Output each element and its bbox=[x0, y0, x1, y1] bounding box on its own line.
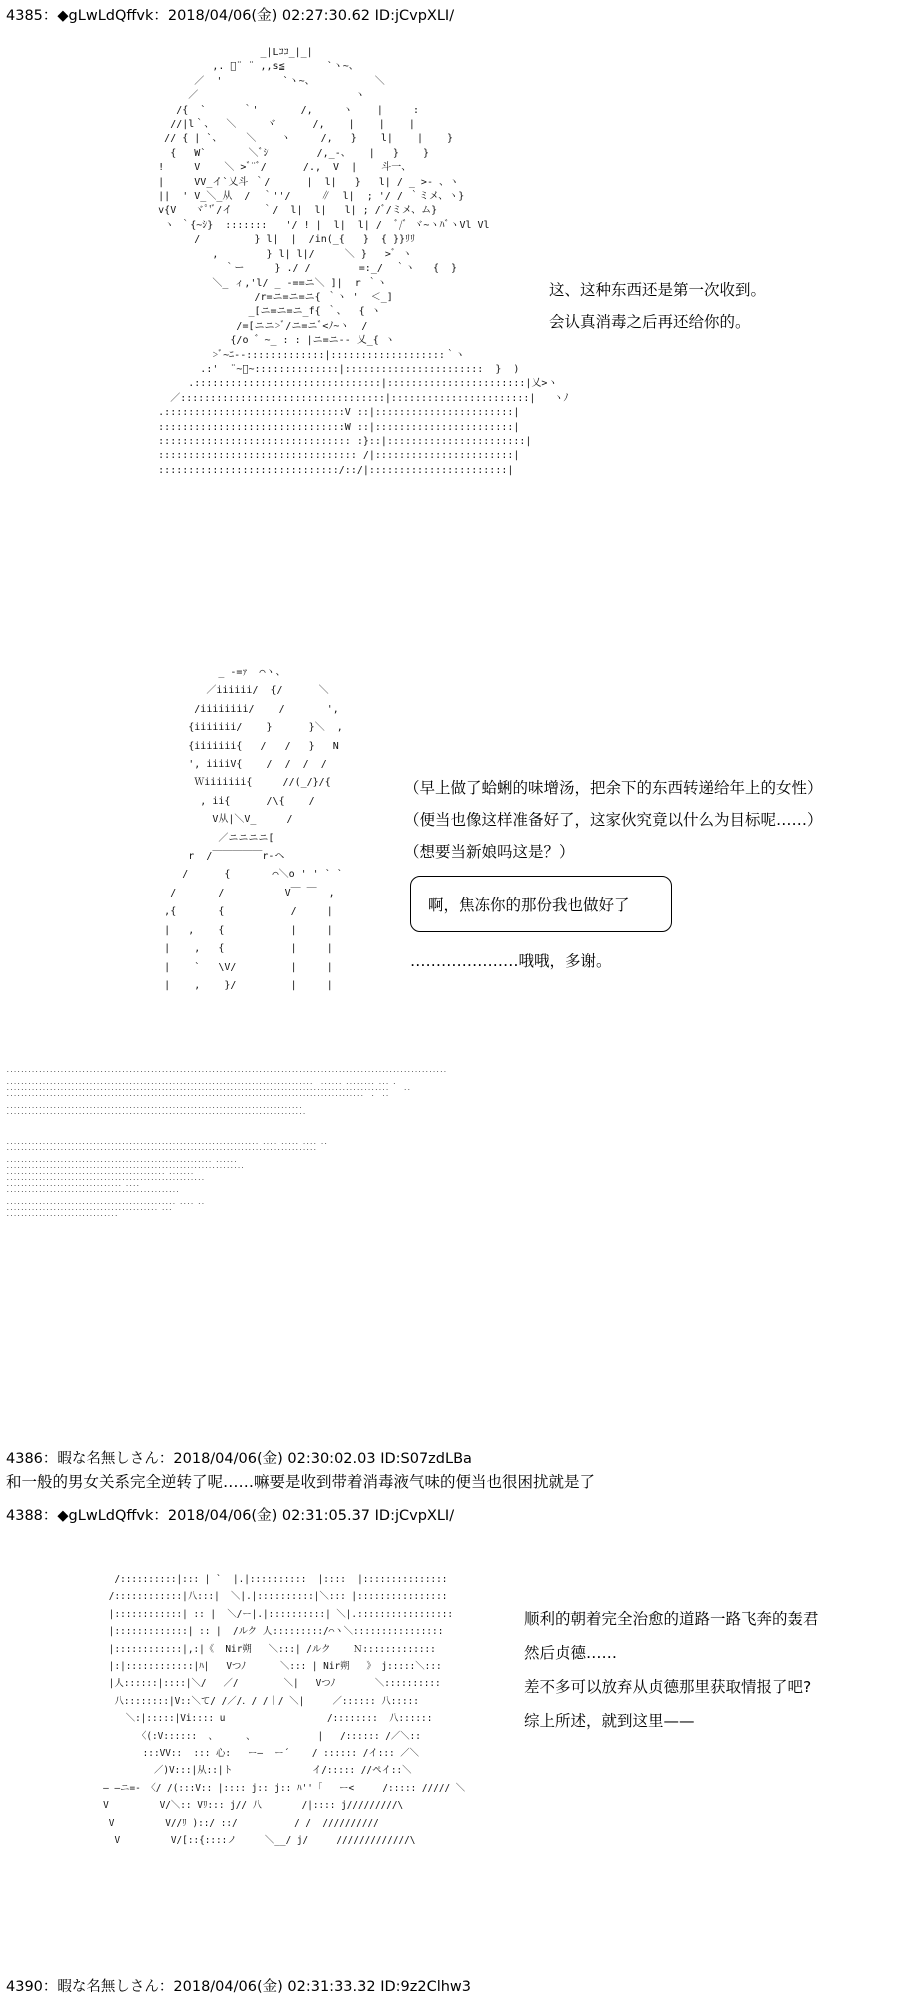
narration-line: 然后贞德…… bbox=[524, 1644, 618, 1662]
post-header-4390: 4390：暇な名無しさん：2018/04/06(金) 02:31:33.32 ID:9z2Clhw3 bbox=[6, 1979, 472, 1995]
narration-line: 差不多可以放弃从贞德那里获取情报了吧? bbox=[524, 1678, 812, 1696]
boy-ascii-art: _ -=ｧ ⌒ヽ、 ／iiiiii/ {/ ＼ /iiiiiiii/ / ', {iiiiiii/ } }＼ , {iiiiiii{ / / } N ', iiiiV{ / / / / Ｗiiiiiii{ //(_/}/{ , ii{ /\{ / V从|＼V_ / ／ニニニニ[ r /￣￣￣￣￣r‐ヘ / { ⌒＼o ' ' ` ` / / V￣ ￣ , ,{ { / | | , { | | | , { | | | ` \V/ | | | , }/ | | bbox=[164, 667, 343, 991]
dotted-art-block: .......................................................................................................................... ..................................................................................... ...... ........ ... . .......................................................................................................... .. ................................................................................................... . .. .................................................................................. ................................................................................... ...................................................................... .... ..... .... .. ...................................................................................... ......................................................... ...... .................................................................. ............................................ ....... ....................................................... ................................ .... ................................................ ............................................... .... .. .......................................... ... ............................... bbox=[6, 1067, 447, 1218]
reply-comment: 和一般的男女关系完全逆转了呢……嘛要是收到带着消毒液气味的便当也很困扰就是了 bbox=[6, 1473, 596, 1491]
post-header-4385: 4385：◆gLwLdQffvk：2018/04/06(金) 02:27:30.62 ID:jCvpXLI/ bbox=[6, 8, 455, 24]
reply-line: …………………哦哦，多谢。 bbox=[410, 952, 612, 970]
girl-ascii-art: _|Lｺｺ_|_| ,. ﾟ¨ ¨ ,,s≦ `ヽ~、 ／ ' `ヽ~、 ＼ ／ ヽ /{ ` ｀' /, ヽ | : //|l｀、 ＼ ヾ /, | | | // { | `、 ＼ ヽ /, } l| | } { W` ＼ﾞｼ /,_-、 | } } ! V ＼ >ﾞ¨ﾞ/ /., V | 斗一、 | VV_イ`乂斗 ｀/ | l| } l| / _ >- 、ヽ || ' V_＼_从 / ｀''/ ∥ l| ; '/ / ｀ミメ、ヽ} v{V ヾﾟ'ﾞ/イ ｀/ l| l| l| ; /ﾞ/ミメ、ム} ヽ ｀{~ｼ} ::::::: '/ ! | l| l| / ﾞ/ﾞ ヾ~ヽﾊﾞヽVl Vl / } l| | /in(_{ } { }}ﾘﾘ , } l| l|/ ＼ } >ﾞ ヽ ｀ー } ./ / =:_/ ｀ヽ { } ＼_ ィ,'l/ _ -==ニ＼ ]| r ｀ヽ /r=ニ=ニ=ニ{ ｀ヽ ' ＜_] _[ニ=ニ=ニ_f{ ｀、 { ヽ /=[ニニ>ﾞ/ニ=ニﾞ<ﾉ~ヽ / {/o ゛~_ : : |ニ=ニ-- 乂_{ ヽ >ﾞ~ﾆ--:::::::::::::|:::::::::::::::::::｀ヽ .:' ¨~ﾞ~::::::::::::::|::::::::::::::::::::::: } ) .:::::::::::::::::::::::::::::::|:::::::::::::::::::::::|乂>ヽ ／::::::::::::::::::::::::::::::::::|:::::::::::::::::::::::| ヽﾉ .::::::::::::::::::::::::::::::V ::|:::::::::::::::::::::::| :::::::::::::::::::::::::::::::W ::|:::::::::::::::::::::::| :::::::::::::::::::::::::::::::: :}::|:::::::::::::::::::::::| ::::::::::::::::::::::::::::::::: /|:::::::::::::::::::::::| ::::::::::::::::::::::::::::::/::/|:::::::::::::::::::::::| bbox=[158, 47, 569, 476]
post-header-4386: 4386：暇な名無しさん：2018/04/06(金) 02:30:02.03 ID:S07zdLBa bbox=[6, 1451, 472, 1467]
monologue-line: （便当也像这样准备好了，这家伙究竟以什么为目标呢……） bbox=[404, 811, 823, 829]
dialogue-line: 会认真消毒之后再还给你的。 bbox=[549, 313, 751, 331]
dialogue-line: 这、这种东西还是第一次收到。 bbox=[549, 281, 767, 299]
car-ascii-art: /::::::::::|::: | ` |.|:::::::::: |:::: |::::::::::::::: /::::::::::::|八:::| ＼|.|::::::::::|＼::: |:::::::::::::::: |::::::::::::| :: | ＼/ー|.|::::::::::| ＼|.::::::::::::::::: |:::::::::::::| :: | /ルク 人:::::::::/⌒ヽ＼:::::::::::::::: |::::::::::::|,:|《 Nir朔 ＼:::| /ルク Ｎ::::::::::::: |:|::::::::::::|ﾊ| Vつﾉ ＼::: | Nir朔 》 j:::::＼::: |人::::::|::::|＼/ ／/ ＼| Vつﾉ ＼:::::::::: 八::::::::|V::＼て/ /／/．/ /｜/ ＼| ／:::::: 八::::: ＼:|:::::|Vi:::: u /:::::::: 八:::::: 〈(:V:::::: 、 、 | /:::::: /／＼:: :::VV:: ::: 心: ー― ー´ / :::::: /イ::: ／＼ ／)V:::|从::|ト イ/::::: //ペイ::＼ ― ―ニ=‐ 〈/ /(:::V:: |:::: j:: j:: ﾊ''「 ー< /::::: ///// ＼ V V/＼:: Vﾘ::: j// 八 /|:::: j/////////\ V V//ﾘ )::/ ::/ / / ////////// V V/[::{::::ノ ＼__/ j/ /////////////\ bbox=[103, 1574, 466, 1847]
post-header-4388: 4388：◆gLwLdQffvk：2018/04/06(金) 02:31:05.37 ID:jCvpXLI/ bbox=[6, 1508, 455, 1524]
narration-line: 综上所述，就到这里—— bbox=[524, 1712, 695, 1730]
speech-bubble-text: 啊，焦冻你的那份我也做好了 bbox=[428, 893, 630, 915]
narration-line: 顺利的朝着完全治愈的道路一路飞奔的轰君 bbox=[524, 1610, 819, 1628]
monologue-line: （想要当新娘吗这是？） bbox=[404, 843, 575, 861]
monologue-line: （早上做了蛤蜊的味增汤，把余下的东西转递给年上的女性） bbox=[404, 779, 823, 797]
